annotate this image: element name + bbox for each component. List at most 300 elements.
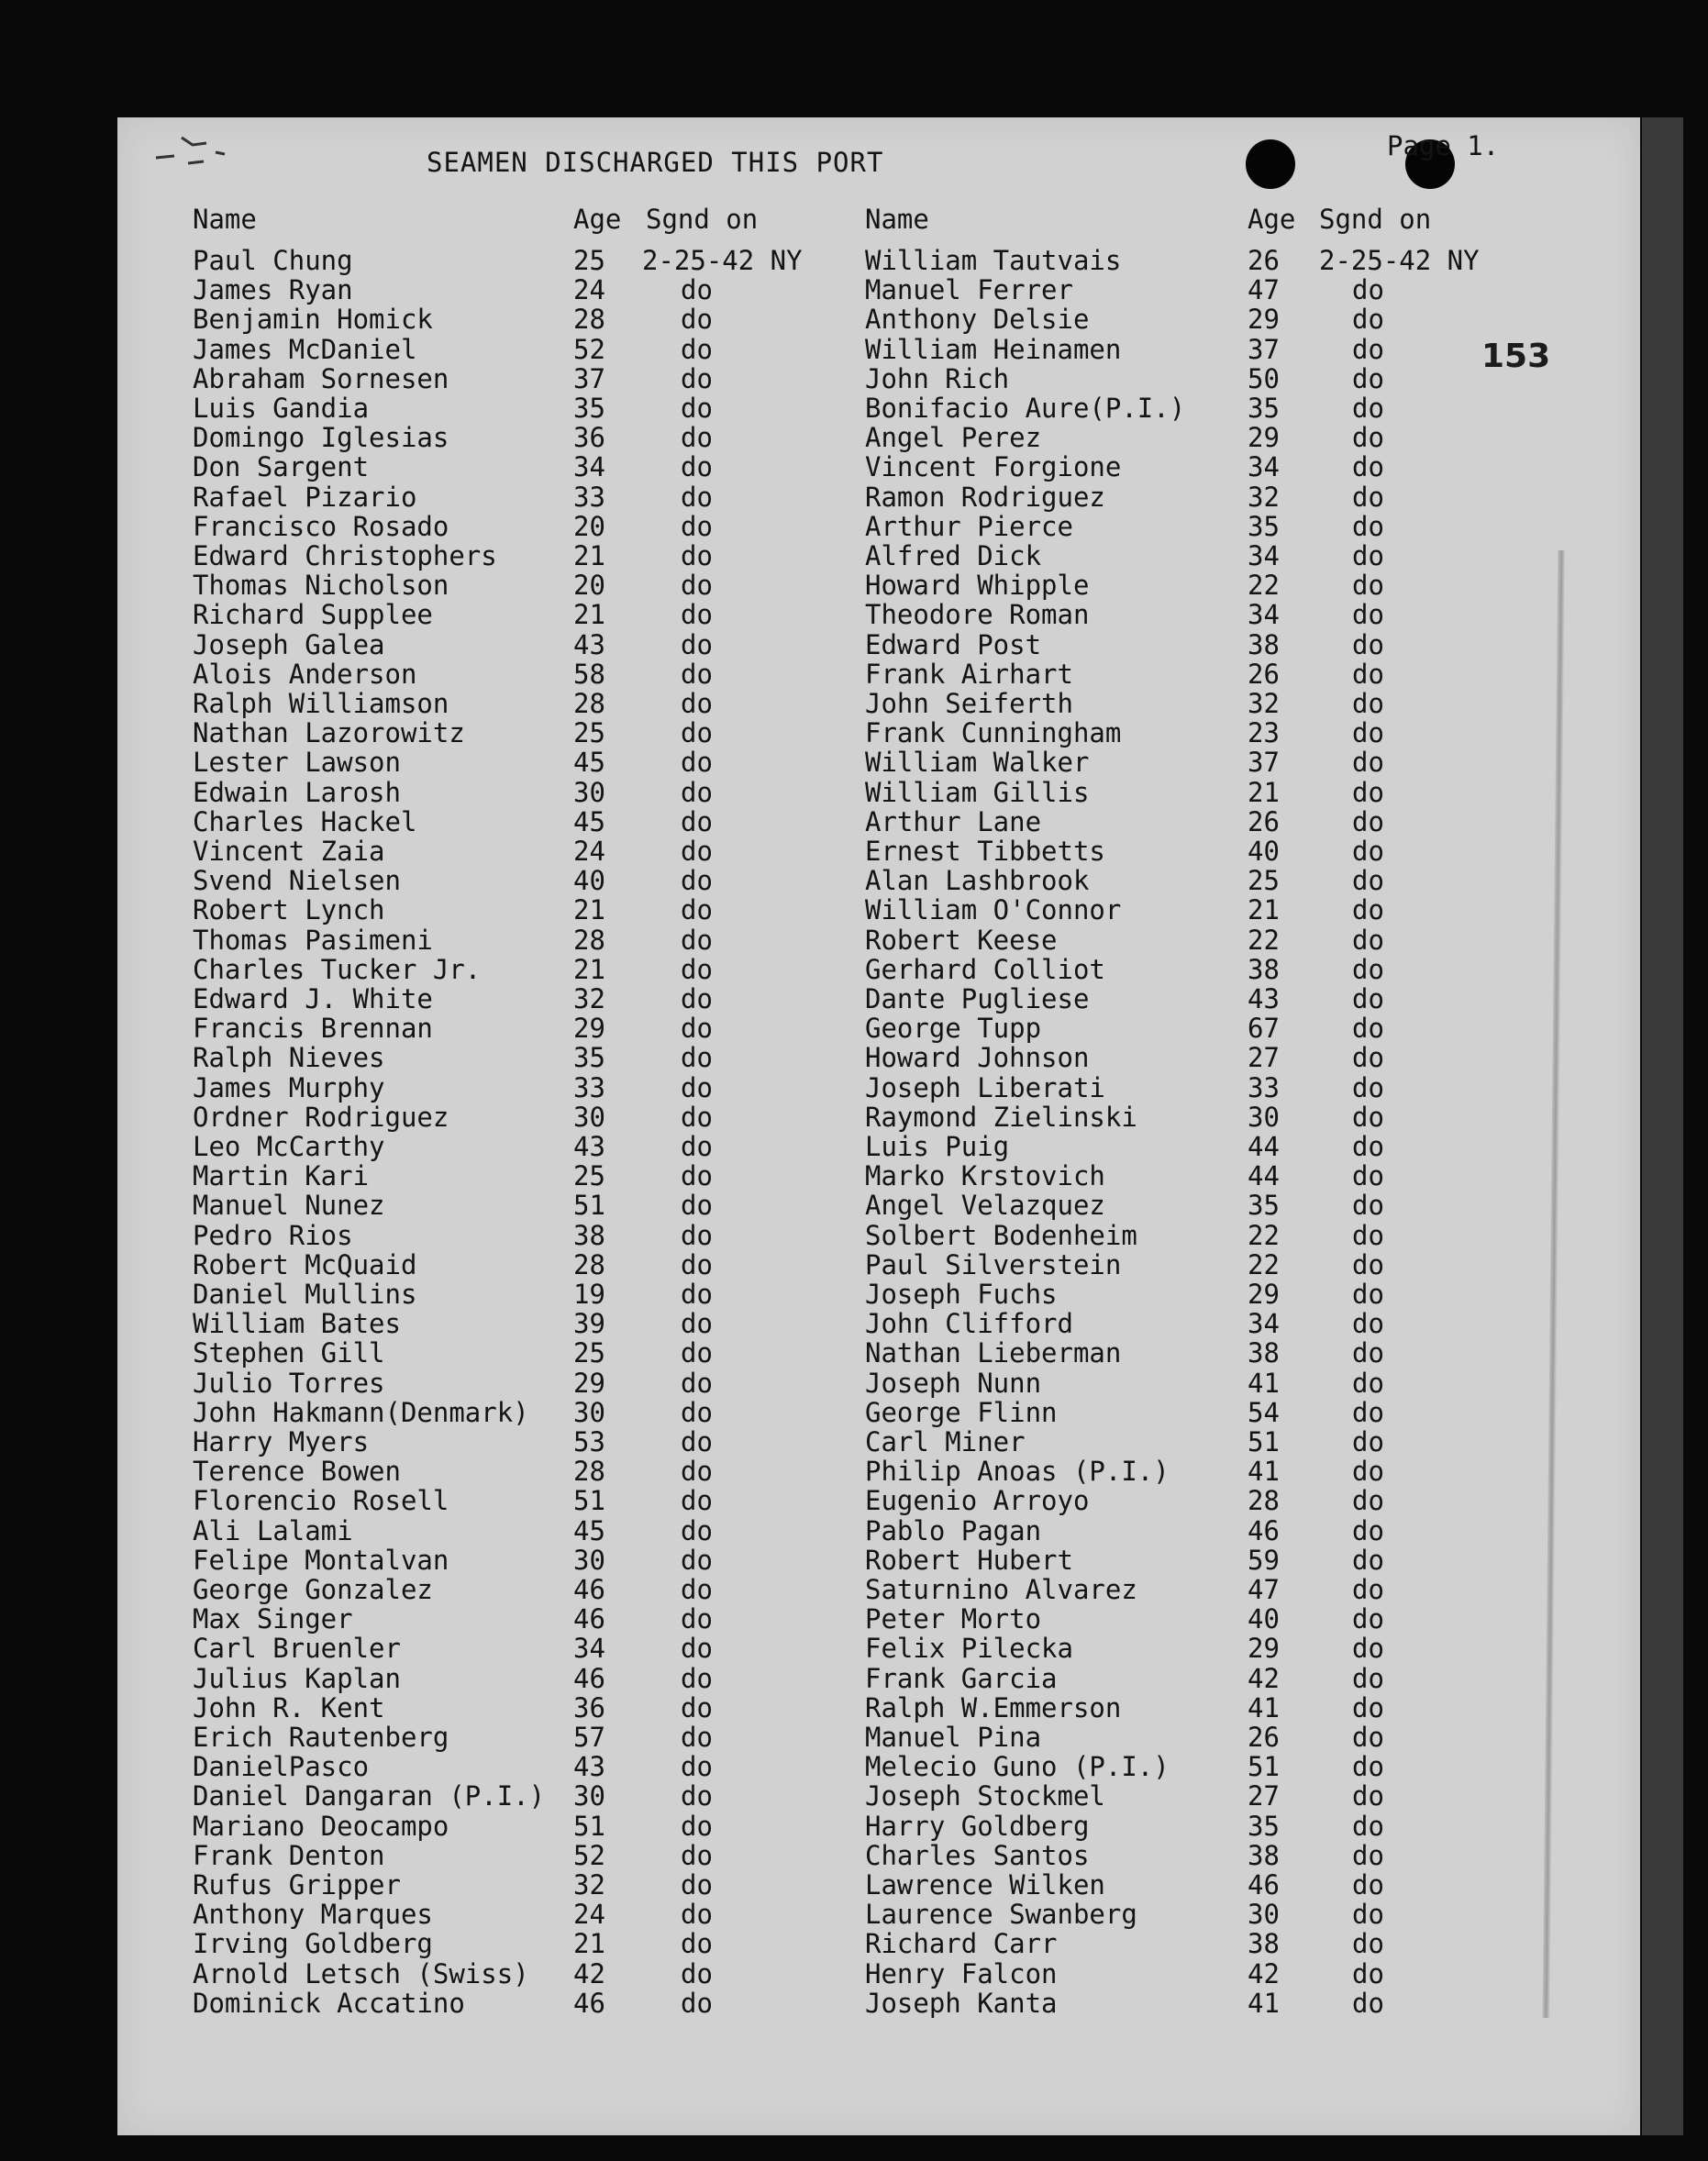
seaman-age: 51	[573, 1190, 605, 1222]
seaman-name: Terence Bowen	[193, 1456, 401, 1488]
seaman-age: 67	[1248, 1013, 1280, 1045]
seaman-signed-on: do	[681, 983, 713, 1014]
seaman-signed-on: do	[681, 451, 713, 483]
seaman-name: Ordner Rodriguez	[193, 1101, 449, 1133]
scan-edge-strip	[1642, 117, 1683, 2135]
seaman-signed-on: do	[1352, 1485, 1384, 1517]
seaman-age: 21	[1248, 776, 1280, 808]
seaman-name: DanielPasco	[193, 1751, 370, 1783]
seaman-signed-on: do	[1352, 1190, 1384, 1222]
seaman-signed-on: do	[681, 304, 713, 336]
seaman-name: Solbert Bodenheim	[865, 1219, 1137, 1251]
seaman-signed-on: do	[1352, 362, 1384, 394]
seaman-age: 43	[573, 628, 605, 660]
seaman-name: Eugenio Arroyo	[865, 1485, 1090, 1517]
seaman-age: 35	[1248, 393, 1280, 424]
seaman-name: Ernest Tibbetts	[865, 836, 1105, 867]
seaman-signed-on: do	[681, 1013, 713, 1045]
seaman-age: 34	[1248, 540, 1280, 571]
seaman-signed-on: do	[1352, 1839, 1384, 1871]
seaman-name: Erich Rautenberg	[193, 1722, 449, 1753]
seaman-age: 58	[573, 658, 605, 690]
seaman-name: Pedro Rios	[193, 1219, 353, 1251]
seaman-name: Ralph W.Emmerson	[865, 1691, 1122, 1723]
seaman-age: 40	[1248, 836, 1280, 867]
seaman-name: Arthur Lane	[865, 805, 1042, 837]
seaman-name: Luis Puig	[865, 1131, 1010, 1162]
seaman-name: Charles Tucker Jr.	[193, 953, 482, 985]
seaman-age: 46	[573, 1603, 605, 1635]
seaman-name: Stephen Gill	[193, 1337, 385, 1369]
seaman-age: 21	[573, 894, 605, 926]
seaman-age: 32	[1248, 481, 1280, 513]
seaman-signed-on: do	[681, 1987, 713, 2019]
header-name-left: Name	[193, 204, 257, 235]
seaman-signed-on: do	[1352, 481, 1384, 513]
seaman-name: Richard Supplee	[193, 599, 433, 631]
seaman-name: Ramon Rodriguez	[865, 481, 1105, 513]
seaman-name: John R. Kent	[193, 1691, 385, 1723]
seaman-age: 26	[1248, 805, 1280, 837]
seaman-age: 54	[1248, 1396, 1280, 1428]
seaman-signed-on: do	[681, 274, 713, 306]
seaman-age: 37	[1248, 747, 1280, 779]
seaman-signed-on: do	[1352, 1367, 1384, 1399]
seaman-name: William Gillis	[865, 776, 1090, 808]
seaman-signed-on: do	[1352, 1780, 1384, 1812]
seaman-name: Irving Goldberg	[193, 1928, 433, 1960]
seaman-age: 37	[573, 362, 605, 394]
seaman-name: Carl Bruenler	[193, 1633, 401, 1665]
seaman-age: 22	[1248, 1248, 1280, 1280]
seaman-name: Edwain Larosh	[193, 776, 401, 808]
seaman-name: George Gonzalez	[193, 1574, 433, 1605]
seaman-name: Philip Anoas (P.I.)	[865, 1456, 1170, 1488]
seaman-age: 38	[1248, 953, 1280, 985]
seaman-signed-on: do	[1352, 1662, 1384, 1694]
seaman-age: 59	[1248, 1544, 1280, 1576]
header-age-left: Age	[573, 204, 622, 235]
seaman-signed-on: do	[681, 1042, 713, 1074]
seaman-signed-on: do	[681, 1248, 713, 1280]
seaman-name: William Heinamen	[865, 333, 1122, 365]
seaman-signed-on: do	[681, 1780, 713, 1812]
seaman-signed-on: do	[681, 805, 713, 837]
seaman-signed-on: do	[1352, 1987, 1384, 2019]
seaman-name: Edward J. White	[193, 983, 433, 1014]
seaman-name: Marko Krstovich	[865, 1160, 1105, 1192]
document-title: SEAMEN DISCHARGED THIS PORT	[427, 147, 884, 178]
seaman-signed-on: do	[681, 836, 713, 867]
seaman-signed-on: do	[1352, 776, 1384, 808]
seaman-name: Robert McQuaid	[193, 1248, 417, 1280]
seaman-name: Joseph Kanta	[865, 1987, 1058, 2019]
seaman-name: Dante Pugliese	[865, 983, 1090, 1014]
seaman-name: Edward Post	[865, 628, 1042, 660]
seaman-age: 21	[573, 599, 605, 631]
seaman-name: Lester Lawson	[193, 747, 401, 779]
seaman-signed-on: do	[1352, 274, 1384, 306]
seaman-name: Luis Gandia	[193, 393, 370, 424]
seaman-name: William Walker	[865, 747, 1090, 779]
seaman-signed-on: do	[681, 1514, 713, 1546]
punch-hole-left	[1246, 139, 1295, 189]
seaman-signed-on: do	[1352, 510, 1384, 542]
seaman-age: 30	[573, 1544, 605, 1576]
seaman-age: 51	[573, 1810, 605, 1842]
seaman-name: Joseph Liberati	[865, 1071, 1105, 1103]
seaman-name: Max Singer	[193, 1603, 353, 1635]
seaman-signed-on: do	[1352, 688, 1384, 719]
seaman-signed-on: do	[1352, 1396, 1384, 1428]
seaman-age: 35	[1248, 1810, 1280, 1842]
seaman-signed-on: do	[1352, 1219, 1384, 1251]
seaman-age: 21	[573, 540, 605, 571]
seaman-age: 43	[573, 1751, 605, 1783]
seaman-signed-on: do	[681, 1101, 713, 1133]
seaman-age: 37	[1248, 333, 1280, 365]
seaman-age: 25	[1248, 865, 1280, 897]
seaman-age: 32	[573, 1869, 605, 1901]
seaman-name: John Clifford	[865, 1308, 1073, 1340]
seaman-signed-on: do	[681, 953, 713, 985]
seaman-name: Joseph Fuchs	[865, 1279, 1058, 1310]
seaman-name: William O'Connor	[865, 894, 1122, 926]
seaman-name: Daniel Mullins	[193, 1279, 417, 1310]
seaman-age: 46	[573, 1574, 605, 1605]
seaman-name: Manuel Nunez	[193, 1190, 385, 1222]
seaman-signed-on: do	[681, 393, 713, 424]
seaman-age: 28	[573, 304, 605, 336]
seaman-signed-on: do	[1352, 924, 1384, 956]
seaman-name: William Tautvais	[865, 245, 1122, 276]
seaman-signed-on: do	[681, 1957, 713, 1989]
seaman-age: 34	[1248, 599, 1280, 631]
seaman-signed-on: do	[1352, 333, 1384, 365]
seaman-name: Anthony Marques	[193, 1899, 433, 1931]
seaman-signed-on: do	[1352, 1101, 1384, 1133]
seaman-name: Arthur Pierce	[865, 510, 1073, 542]
seaman-signed-on: do	[681, 1839, 713, 1871]
seaman-name: Henry Falcon	[865, 1957, 1058, 1989]
seaman-name: Paul Silverstein	[865, 1248, 1122, 1280]
seaman-age: 19	[573, 1279, 605, 1310]
seaman-name: Frank Airhart	[865, 658, 1073, 690]
seaman-signed-on: do	[1352, 953, 1384, 985]
seaman-name: Howard Whipple	[865, 570, 1090, 602]
seaman-age: 33	[573, 481, 605, 513]
seaman-name: Martin Kari	[193, 1160, 370, 1192]
seaman-name: Thomas Pasimeni	[193, 924, 433, 956]
seaman-name: Leo McCarthy	[193, 1131, 385, 1162]
header-sgnd-right: Sgnd on	[1319, 204, 1432, 235]
seaman-name: Alan Lashbrook	[865, 865, 1090, 897]
seaman-name: James Ryan	[193, 274, 353, 306]
seaman-name: Frank Garcia	[865, 1662, 1058, 1694]
seaman-age: 30	[1248, 1899, 1280, 1931]
seaman-name: Rafael Pizario	[193, 481, 417, 513]
seaman-signed-on: do	[681, 1662, 713, 1694]
seaman-age: 34	[1248, 1308, 1280, 1340]
seaman-name: John Seiferth	[865, 688, 1073, 719]
seaman-signed-on: do	[1352, 304, 1384, 336]
seaman-age: 29	[1248, 1279, 1280, 1310]
seaman-age: 22	[1248, 924, 1280, 956]
seaman-name: Ali Lalami	[193, 1514, 353, 1546]
seaman-signed-on: do	[681, 422, 713, 454]
seaman-signed-on: do	[1352, 422, 1384, 454]
seaman-name: Manuel Ferrer	[865, 274, 1073, 306]
seaman-signed-on: do	[1352, 1603, 1384, 1635]
seaman-signed-on: do	[1352, 628, 1384, 660]
seaman-age: 30	[573, 1101, 605, 1133]
seaman-signed-on: do	[681, 1544, 713, 1576]
seaman-age: 34	[1248, 451, 1280, 483]
seaman-age: 50	[1248, 362, 1280, 394]
seaman-name: Manuel Pina	[865, 1722, 1042, 1753]
seaman-signed-on: do	[681, 865, 713, 897]
seaman-age: 22	[1248, 570, 1280, 602]
seaman-age: 26	[1248, 1722, 1280, 1753]
seaman-age: 38	[1248, 1928, 1280, 1960]
seaman-name: Harry Goldberg	[865, 1810, 1090, 1842]
seaman-name: Carl Miner	[865, 1426, 1026, 1457]
seaman-name: Julio Torres	[193, 1367, 385, 1399]
seaman-age: 44	[1248, 1160, 1280, 1192]
seaman-name: Anthony Delsie	[865, 304, 1090, 336]
seaman-name: George Tupp	[865, 1013, 1042, 1045]
seaman-name: Pablo Pagan	[865, 1514, 1042, 1546]
seaman-age: 41	[1248, 1691, 1280, 1723]
seaman-name: Abraham Sornesen	[193, 362, 449, 394]
seaman-age: 20	[573, 570, 605, 602]
seaman-name: Ralph Nieves	[193, 1042, 385, 1074]
seaman-signed-on: do	[681, 1603, 713, 1635]
seaman-signed-on: do	[1352, 1691, 1384, 1723]
seaman-age: 43	[1248, 983, 1280, 1014]
seaman-age: 42	[1248, 1662, 1280, 1694]
seaman-signed-on: do	[681, 540, 713, 571]
seaman-name: Daniel Dangaran (P.I.)	[193, 1780, 546, 1812]
seaman-signed-on: do	[1352, 1899, 1384, 1931]
seaman-signed-on: do	[681, 924, 713, 956]
seaman-signed-on: do	[681, 688, 713, 719]
seaman-age: 46	[573, 1662, 605, 1694]
seaman-name: Nathan Lieberman	[865, 1337, 1122, 1369]
seaman-name: Benjamin Homick	[193, 304, 433, 336]
seaman-age: 24	[573, 274, 605, 306]
seaman-name: John Hakmann(Denmark)	[193, 1396, 529, 1428]
seaman-age: 38	[573, 1219, 605, 1251]
seaman-age: 30	[573, 776, 605, 808]
seaman-signed-on: do	[1352, 805, 1384, 837]
seaman-signed-on: do	[681, 1337, 713, 1369]
seaman-age: 20	[573, 510, 605, 542]
seaman-age: 36	[573, 1691, 605, 1723]
seaman-name: Arnold Letsch (Swiss)	[193, 1957, 529, 1989]
seaman-age: 29	[573, 1013, 605, 1045]
page-number: Page 1.	[1387, 130, 1500, 161]
seaman-name: Robert Lynch	[193, 894, 385, 926]
seaman-age: 41	[1248, 1367, 1280, 1399]
seaman-signed-on: do	[681, 1722, 713, 1753]
seaman-name: Francis Brennan	[193, 1013, 433, 1045]
seaman-signed-on: do	[1352, 1308, 1384, 1340]
seaman-signed-on: do	[681, 1279, 713, 1310]
seaman-age: 45	[573, 1514, 605, 1546]
seaman-signed-on: do	[1352, 1279, 1384, 1310]
seaman-signed-on: do	[681, 599, 713, 631]
seaman-signed-on: do	[681, 1308, 713, 1340]
seaman-age: 30	[573, 1396, 605, 1428]
seaman-name: James McDaniel	[193, 333, 417, 365]
seaman-signed-on: do	[1352, 1869, 1384, 1901]
seaman-name: Frank Denton	[193, 1839, 385, 1871]
seaman-age: 24	[573, 836, 605, 867]
seaman-age: 52	[573, 333, 605, 365]
seaman-age: 57	[573, 1722, 605, 1753]
seaman-signed-on: do	[681, 1928, 713, 1960]
seaman-age: 28	[573, 924, 605, 956]
seaman-signed-on: do	[1352, 983, 1384, 1014]
seaman-name: Laurence Swanberg	[865, 1899, 1137, 1931]
seaman-age: 28	[573, 1248, 605, 1280]
seaman-age: 45	[573, 747, 605, 779]
seaman-name: Julius Kaplan	[193, 1662, 401, 1694]
seaman-name: Alfred Dick	[865, 540, 1042, 571]
seaman-age: 26	[1248, 245, 1280, 276]
seaman-age: 35	[1248, 1190, 1280, 1222]
seaman-name: Charles Santos	[865, 1839, 1090, 1871]
seaman-signed-on: do	[1352, 1544, 1384, 1576]
seaman-age: 41	[1248, 1456, 1280, 1488]
seaman-age: 39	[573, 1308, 605, 1340]
seaman-age: 25	[573, 245, 605, 276]
seaman-age: 38	[1248, 1839, 1280, 1871]
seaman-age: 27	[1248, 1780, 1280, 1812]
seaman-age: 26	[1248, 658, 1280, 690]
seaman-signed-on: do	[681, 1131, 713, 1162]
seaman-name: Domingo Iglesias	[193, 422, 449, 454]
header-name-right: Name	[865, 204, 929, 235]
seaman-age: 29	[1248, 422, 1280, 454]
seaman-age: 42	[573, 1957, 605, 1989]
seaman-signed-on: do	[1352, 658, 1384, 690]
seaman-name: Ralph Williamson	[193, 688, 449, 719]
seaman-age: 52	[573, 1839, 605, 1871]
seaman-name: Thomas Nicholson	[193, 570, 449, 602]
seaman-name: Bonifacio Aure(P.I.)	[865, 393, 1186, 424]
seaman-name: Gerhard Colliot	[865, 953, 1105, 985]
seaman-name: Don Sargent	[193, 451, 370, 483]
seaman-age: 44	[1248, 1131, 1280, 1162]
seaman-name: Francisco Rosado	[193, 510, 449, 542]
seaman-signed-on: do	[681, 510, 713, 542]
seaman-age: 32	[1248, 688, 1280, 719]
seaman-signed-on: do	[1352, 1248, 1384, 1280]
seaman-name: George Flinn	[865, 1396, 1058, 1428]
seaman-name: Charles Hackel	[193, 805, 417, 837]
seaman-signed-on: do	[1352, 1957, 1384, 1989]
seaman-age: 40	[573, 865, 605, 897]
seaman-name: William Bates	[193, 1308, 401, 1340]
seaman-signed-on: do	[1352, 1928, 1384, 1960]
seaman-name: Edward Christophers	[193, 540, 497, 571]
seaman-name: Vincent Zaia	[193, 836, 385, 867]
pencil-marks	[138, 128, 275, 183]
seaman-signed-on: do	[1352, 1160, 1384, 1192]
seaman-signed-on: do	[1352, 1633, 1384, 1665]
seaman-age: 28	[1248, 1485, 1280, 1517]
seaman-name: Raymond Zielinski	[865, 1101, 1137, 1133]
seaman-signed-on: do	[1352, 1131, 1384, 1162]
seaman-name: Harry Myers	[193, 1426, 370, 1457]
seaman-signed-on: do	[1352, 1013, 1384, 1045]
seaman-age: 40	[1248, 1603, 1280, 1635]
seaman-signed-on: do	[681, 1426, 713, 1457]
seaman-name: Melecio Guno (P.I.)	[865, 1751, 1170, 1783]
seaman-signed-on: do	[1352, 894, 1384, 926]
seaman-name: Robert Keese	[865, 924, 1058, 956]
seaman-signed-on: do	[1352, 865, 1384, 897]
seaman-name: Frank Cunningham	[865, 717, 1122, 749]
seaman-age: 38	[1248, 628, 1280, 660]
seaman-age: 41	[1248, 1987, 1280, 2019]
seaman-name: Angel Velazquez	[865, 1190, 1105, 1222]
seaman-signed-on: do	[1352, 1810, 1384, 1842]
seaman-age: 24	[573, 1899, 605, 1931]
seaman-signed-on: do	[1352, 1456, 1384, 1488]
seaman-age: 21	[573, 953, 605, 985]
seaman-signed-on: do	[681, 333, 713, 365]
seaman-age: 46	[573, 1987, 605, 2019]
seaman-signed-on: do	[681, 362, 713, 394]
seaman-age: 30	[1248, 1101, 1280, 1133]
seaman-age: 33	[1248, 1071, 1280, 1103]
seaman-age: 35	[573, 1042, 605, 1074]
seaman-age: 43	[573, 1131, 605, 1162]
seaman-signed-on: do	[681, 1071, 713, 1103]
seaman-age: 30	[573, 1780, 605, 1812]
seaman-name: Joseph Stockmel	[865, 1780, 1105, 1812]
seaman-name: Howard Johnson	[865, 1042, 1090, 1074]
seaman-age: 47	[1248, 274, 1280, 306]
seaman-signed-on: do	[681, 1574, 713, 1605]
seaman-signed-on: do	[681, 1899, 713, 1931]
seaman-signed-on: do	[1352, 570, 1384, 602]
seaman-signed-on: do	[1352, 1071, 1384, 1103]
seaman-name: Mariano Deocampo	[193, 1810, 449, 1842]
seaman-signed-on: do	[681, 1751, 713, 1783]
seaman-signed-on: do	[681, 570, 713, 602]
seaman-signed-on: do	[681, 481, 713, 513]
seaman-signed-on: do	[1352, 1042, 1384, 1074]
seaman-signed-on: do	[681, 1160, 713, 1192]
header-sgnd-left: Sgnd on	[646, 204, 759, 235]
seaman-signed-on: do	[681, 658, 713, 690]
seaman-age: 38	[1248, 1337, 1280, 1369]
seaman-signed-on: do	[1352, 1574, 1384, 1605]
header-age-right: Age	[1248, 204, 1296, 235]
seaman-name: Florencio Rosell	[193, 1485, 449, 1517]
seaman-signed-on: do	[1352, 540, 1384, 571]
seaman-signed-on: do	[1352, 1751, 1384, 1783]
seaman-age: 32	[573, 983, 605, 1014]
seaman-name: Lawrence Wilken	[865, 1869, 1105, 1901]
seaman-age: 51	[1248, 1751, 1280, 1783]
seaman-signed-on: do	[681, 747, 713, 779]
seaman-signed-on: do	[681, 1456, 713, 1488]
